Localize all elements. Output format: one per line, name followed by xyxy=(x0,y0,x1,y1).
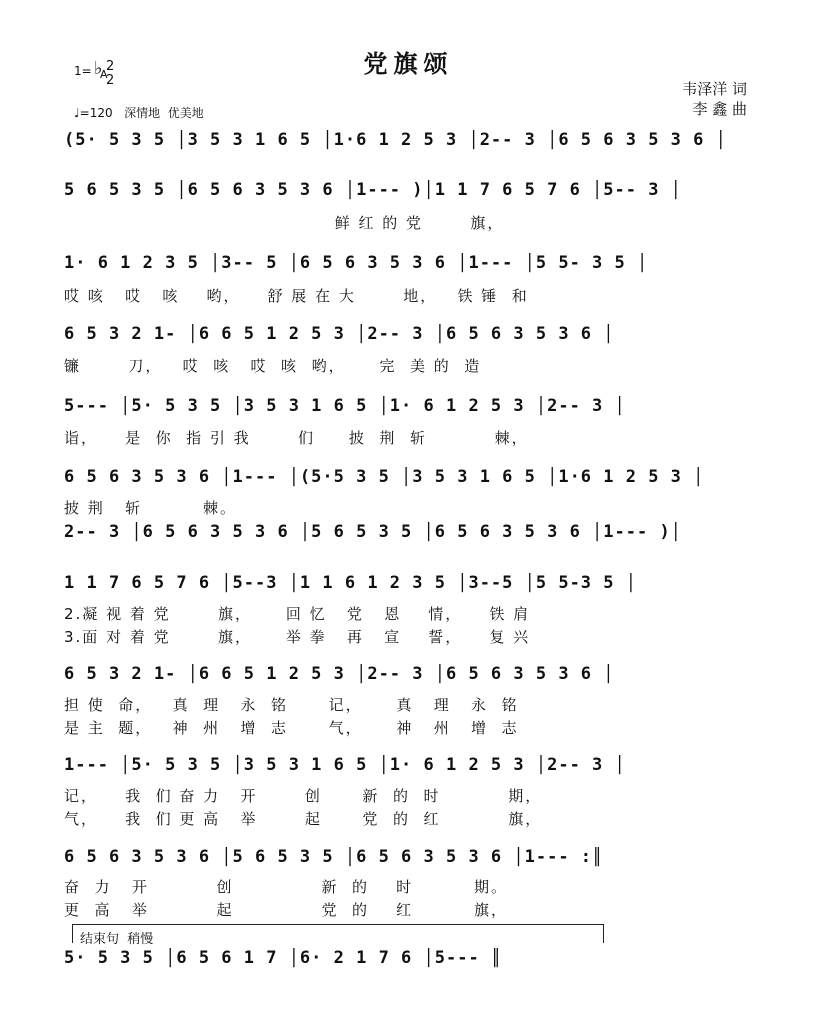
score-line-12: 5· 5 3 5 │6 5 6 1 7 │6· 2 1 7 6 │5--- ║ xyxy=(64,948,503,968)
lyric-line-8-verse-3: 3.面 对 着 党 旗， 举 拳 再 宣 誓， 复 兴 xyxy=(64,628,531,646)
lyric-line-5: 诣， 是 你 指 引 我 们 披 荆 斩 棘， xyxy=(64,429,529,447)
time-top: 2 xyxy=(106,59,115,74)
lyric-line-3: 哎 咳 哎 咳 哟， 舒 展 在 大 地， 铁 锤 和 xyxy=(64,287,529,305)
tempo-marking: ♩=120 深情地 优美地 xyxy=(74,106,204,120)
score-line-6: 6 5 6 3 5 3 6 │1--- │(5·5 3 5 │3 5 3 1 6 5 │1·6 1 2 5 3 │ xyxy=(64,467,705,487)
lyric-line-8-verse-2: 2.凝 视 着 党 旗， 回 忆 党 恩 情， 铁 肩 xyxy=(64,605,531,623)
lyric-line-11-verse-2: 奋 力 开 创 新 的 时 期。 xyxy=(64,878,509,896)
score-line-10: 1--- │5· 5 3 5 │3 5 3 1 6 5 │1· 6 1 2 5 3 │2-- 3 │ xyxy=(64,755,626,775)
lyric-line-9-verse-2: 担 使 命， 真 理 永 铭 记， 真 理 永 铭 xyxy=(64,696,519,714)
composer-credit: 李 鑫 曲 xyxy=(692,100,747,118)
time-signature xyxy=(106,60,114,88)
flat-sign: ♭ xyxy=(94,58,103,79)
score-line-3: 1· 6 1 2 3 5 │3-- 5 │6 5 6 3 5 3 6 │1--- │5 5- 3 5 │ xyxy=(64,253,649,273)
key-signature xyxy=(74,58,115,88)
score-line-2: 5 6 5 3 5 │6 5 6 3 5 3 6 │1--- )│1 1 7 6 5 7 6 │5-- 3 │ xyxy=(64,180,682,200)
key-prefix: 1= xyxy=(74,64,92,78)
score-line-7: 2-- 3 │6 5 6 3 5 3 6 │5 6 5 3 5 │6 5 6 3 5 3 6 │1--- )│ xyxy=(64,522,682,542)
lyric-line-10-verse-2: 记， 我 们 奋 力 开 创 新 的 时 期， xyxy=(64,787,543,805)
score-line-5: 5--- │5· 5 3 5 │3 5 3 1 6 5 │1· 6 1 2 5 3 │2-- 3 │ xyxy=(64,396,626,416)
score-line-1: (5· 5 3 5 │3 5 3 1 6 5 │1·6 1 2 5 3 │2-- 3 │6 5 6 3 5 3 6 │ xyxy=(64,130,727,150)
lyric-line-10-verse-3: 气， 我 们 更 高 举 起 党 的 红 旗， xyxy=(64,810,543,828)
score-line-9: 6 5 3 2 1- │6 6 5 1 2 5 3 │2-- 3 │6 5 6 3 5 3 6 │ xyxy=(64,664,615,684)
lyric-line-9-verse-3: 是 主 题， 神 州 增 志 气， 神 州 增 志 xyxy=(64,719,519,737)
lyric-line-6: 披 荆 斩 棘。 xyxy=(64,499,237,517)
song-title: 党旗颂 xyxy=(363,50,454,78)
lyric-line-11-verse-3: 更 高 举 起 党 的 红 旗， xyxy=(64,901,509,919)
lyric-line-4: 镰 刀， 哎 咳 哎 咳 哟， 完 美 的 造 xyxy=(64,357,482,375)
key-note: A xyxy=(100,68,108,81)
time-bottom: 2 xyxy=(106,73,115,88)
ending-label: 结束句 稍慢 xyxy=(80,932,154,947)
lyric-line-2: 鲜 红 的 党 旗， xyxy=(64,214,505,232)
lyricist-credit: 韦泽洋 词 xyxy=(682,80,747,98)
score-line-8: 1 1 7 6 5 7 6 │5--3 │1 1 6 1 2 3 5 │3--5 │5 5-3 5 │ xyxy=(64,573,637,593)
score-line-4: 6 5 3 2 1- │6 6 5 1 2 5 3 │2-- 3 │6 5 6 3 5 3 6 │ xyxy=(64,324,615,344)
score-line-11: 6 5 6 3 5 3 6 │5 6 5 3 5 │6 5 6 3 5 3 6 │1--- :║ xyxy=(64,847,604,867)
